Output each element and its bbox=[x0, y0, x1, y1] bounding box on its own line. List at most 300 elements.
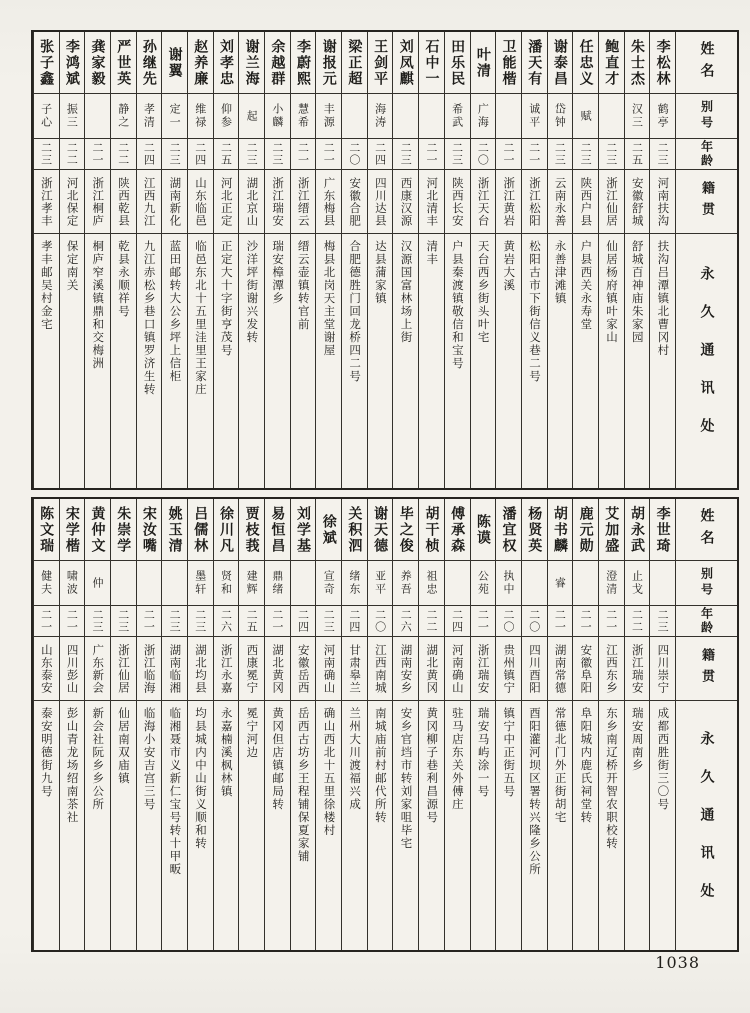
entry-age: 二一 bbox=[424, 142, 438, 166]
entry-name: 易恒昌 bbox=[269, 505, 286, 554]
entry-age-cell bbox=[368, 606, 393, 637]
entry-name-cell bbox=[496, 499, 521, 561]
entry-age-cell bbox=[368, 139, 393, 170]
entry-address-cell bbox=[368, 234, 393, 488]
entry-age: 二三 bbox=[193, 609, 207, 633]
entry-address: 合肥德胜门回龙桥四二号 bbox=[348, 240, 363, 383]
entry-native: 河北正定 bbox=[219, 176, 234, 227]
entry-native: 河北保定 bbox=[65, 176, 80, 227]
entry-native-cell bbox=[188, 637, 213, 701]
entry-column bbox=[341, 32, 367, 488]
entry-name: 李鸿斌 bbox=[63, 38, 80, 87]
entry-name-cell bbox=[522, 499, 547, 561]
entry-address: 确山西北十五里徐楼村 bbox=[322, 707, 337, 837]
entry-column bbox=[444, 32, 470, 488]
entry-native: 陕西长安 bbox=[450, 176, 465, 227]
entry-native-cell bbox=[393, 170, 418, 234]
header-address bbox=[676, 234, 737, 488]
entry-address: 临海小安吉宫三号 bbox=[142, 707, 157, 811]
entry-name: 谢泰昌 bbox=[551, 38, 568, 87]
entry-address-cell bbox=[137, 701, 162, 950]
entry-column bbox=[470, 499, 496, 950]
entry-native-cell bbox=[625, 170, 650, 234]
entry-native-cell bbox=[419, 170, 444, 234]
entry-native: 河南确山 bbox=[322, 643, 337, 694]
header-column bbox=[675, 499, 737, 950]
entry-age-cell bbox=[419, 606, 444, 637]
header-name-label: 姓名 bbox=[698, 40, 715, 85]
entry-name-cell bbox=[34, 499, 59, 561]
entry-address-cell bbox=[265, 701, 290, 950]
entry-native-cell bbox=[419, 637, 444, 701]
entry-name: 谢兰海 bbox=[243, 38, 260, 87]
entry-address: 天台西乡街头叶宅 bbox=[476, 240, 491, 344]
entry-native-cell bbox=[650, 170, 675, 234]
entry-address-cell bbox=[85, 234, 110, 488]
entry-native: 云南永善 bbox=[553, 176, 568, 227]
entry-name: 傅承森 bbox=[449, 505, 466, 554]
entry-native: 浙江缙云 bbox=[296, 176, 311, 227]
entry-hao-cell bbox=[60, 561, 85, 606]
entry-hao-cell bbox=[137, 94, 162, 139]
entry-native-cell bbox=[342, 170, 367, 234]
page-number: 1038 bbox=[655, 953, 700, 972]
entry-address: 瑞安樟潭乡 bbox=[271, 240, 286, 305]
entry-age-cell bbox=[137, 139, 162, 170]
entry-column bbox=[187, 32, 213, 488]
entry-name-cell bbox=[137, 32, 162, 94]
entry-address-cell bbox=[650, 701, 675, 950]
entry-column bbox=[161, 32, 187, 488]
entry-address-cell bbox=[573, 701, 598, 950]
entry-column bbox=[624, 499, 650, 950]
entry-native: 湖北京山 bbox=[245, 176, 260, 227]
entry-column bbox=[521, 499, 547, 950]
entry-column bbox=[238, 499, 264, 950]
entry-age: 二三 bbox=[91, 609, 105, 633]
header-name-label: 姓名 bbox=[698, 507, 715, 552]
entry-hao-cell bbox=[34, 94, 59, 139]
entry-name: 徐川凡 bbox=[217, 505, 234, 554]
entry-address: 泰安明德街九号 bbox=[39, 707, 54, 798]
entry-address: 扶沟吕潭镇北曹冈村 bbox=[656, 240, 671, 357]
entry-column bbox=[444, 499, 470, 950]
entry-name: 刘孝忠 bbox=[217, 38, 234, 87]
entry-hao-cell bbox=[188, 94, 213, 139]
entry-native-cell bbox=[162, 170, 187, 234]
entry-hao-cell bbox=[573, 94, 598, 139]
entry-name: 艾加盛 bbox=[603, 505, 620, 554]
entry-native: 广东梅县 bbox=[322, 176, 337, 227]
entry-native-cell bbox=[85, 170, 110, 234]
entry-native: 四川达县 bbox=[373, 176, 388, 227]
entry-address: 梅县北岗天主堂谢屋 bbox=[322, 240, 337, 357]
entry-address-cell bbox=[137, 234, 162, 488]
entry-column bbox=[315, 499, 341, 950]
entry-address: 九江赤松乡巷口镇罗济生转 bbox=[142, 240, 157, 396]
entry-column bbox=[649, 32, 675, 488]
entry-age: 二〇 bbox=[527, 609, 541, 633]
entry-hao-cell bbox=[419, 94, 444, 139]
entry-address: 新会社阮乡乡公所 bbox=[91, 707, 106, 811]
entry-column bbox=[84, 32, 110, 488]
entry-column bbox=[495, 32, 521, 488]
entry-hao-cell bbox=[85, 94, 110, 139]
entry-native: 湖南新化 bbox=[168, 176, 183, 227]
entry-address-cell bbox=[60, 234, 85, 488]
entry-age-cell bbox=[239, 606, 264, 637]
entry-column bbox=[521, 32, 547, 488]
entry-column bbox=[136, 32, 162, 488]
entry-name-cell bbox=[368, 32, 393, 94]
entry-hao: 养吾 bbox=[399, 570, 413, 596]
header-age bbox=[676, 606, 737, 637]
entry-age-cell bbox=[573, 606, 598, 637]
entry-address-cell bbox=[214, 701, 239, 950]
entry-age: 二一 bbox=[142, 609, 156, 633]
entry-column bbox=[161, 499, 187, 950]
entry-age: 二二 bbox=[65, 142, 79, 166]
entry-age-cell bbox=[471, 139, 496, 170]
entry-native: 浙江瑞安 bbox=[630, 643, 645, 694]
header-name bbox=[676, 32, 737, 94]
entry-hao: 墨轩 bbox=[193, 570, 207, 596]
entry-native: 湖南临湘 bbox=[168, 643, 183, 694]
entry-age-cell bbox=[573, 139, 598, 170]
entry-age: 二一 bbox=[270, 609, 284, 633]
entry-native: 贵州镇宁 bbox=[502, 643, 517, 694]
entry-name-cell bbox=[599, 32, 624, 94]
entry-name-cell bbox=[625, 499, 650, 561]
entry-name: 黄仲文 bbox=[89, 505, 106, 554]
entry-address: 汉源国富林场上街 bbox=[399, 240, 414, 344]
entry-name: 田乐民 bbox=[449, 38, 466, 87]
entry-age: 二五 bbox=[630, 142, 644, 166]
entry-hao-cell bbox=[548, 561, 573, 606]
entry-address-cell bbox=[239, 701, 264, 950]
header-address-label: 永久通讯处 bbox=[698, 266, 715, 456]
entry-address: 仙居南双庙镇 bbox=[116, 707, 131, 785]
entry-hao: 静之 bbox=[116, 103, 130, 129]
entry-name: 余越群 bbox=[269, 38, 286, 87]
entry-name: 刘学基 bbox=[295, 505, 312, 554]
entry-address: 黄冈但店镇邮局转 bbox=[271, 707, 286, 811]
entry-address: 东乡南辽桥开智农职校转 bbox=[605, 707, 620, 850]
entry-name: 谢报元 bbox=[320, 38, 337, 87]
entry-address-cell bbox=[599, 701, 624, 950]
entry-native: 山东临邑 bbox=[194, 176, 209, 227]
entry-name: 贾枝莪 bbox=[243, 505, 260, 554]
entry-address-cell bbox=[342, 701, 367, 950]
entry-age-cell bbox=[342, 139, 367, 170]
entry-column bbox=[341, 499, 367, 950]
entry-name: 陈文瑞 bbox=[38, 505, 55, 554]
entry-address: 岳西古坊乡王程铺保夏家铺 bbox=[296, 707, 311, 863]
entry-address-cell bbox=[419, 234, 444, 488]
entry-hao: 慧希 bbox=[296, 103, 310, 129]
entry-hao: 公苑 bbox=[476, 570, 490, 596]
entry-hao-cell bbox=[471, 561, 496, 606]
entry-age: 二四 bbox=[296, 609, 310, 633]
entry-hao-cell bbox=[342, 561, 367, 606]
entry-age-cell bbox=[599, 606, 624, 637]
entry-address: 酉阳灌河坝区署转兴隆乡公所 bbox=[527, 707, 542, 876]
entry-native-cell bbox=[34, 637, 59, 701]
entry-column bbox=[290, 499, 316, 950]
entry-hao-cell bbox=[522, 94, 547, 139]
entry-hao: 孝清 bbox=[142, 103, 156, 129]
entry-address-cell bbox=[496, 234, 521, 488]
entry-hao-cell bbox=[650, 561, 675, 606]
entry-age: 二三 bbox=[39, 142, 53, 166]
entry-address: 缙云壶镇转官前 bbox=[296, 240, 311, 331]
entry-hao-cell bbox=[34, 561, 59, 606]
entry-hao-cell bbox=[342, 94, 367, 139]
entry-name-cell bbox=[291, 499, 316, 561]
entry-native: 安徽舒城 bbox=[630, 176, 645, 227]
entry-native-cell bbox=[471, 637, 496, 701]
entry-native: 安徽合肥 bbox=[348, 176, 363, 227]
entry-address: 常德北门外正街胡宅 bbox=[553, 707, 568, 824]
entry-native-cell bbox=[573, 637, 598, 701]
entry-address-cell bbox=[34, 701, 59, 950]
entry-native-cell bbox=[548, 637, 573, 701]
header-native bbox=[676, 637, 737, 701]
entry-column bbox=[418, 32, 444, 488]
entry-address: 镇宁中正街五号 bbox=[502, 707, 517, 798]
entry-address-cell bbox=[496, 701, 521, 950]
entry-hao-cell bbox=[60, 94, 85, 139]
entry-column bbox=[649, 499, 675, 950]
entry-name-cell bbox=[162, 32, 187, 94]
entry-address: 户县秦渡镇敬信和宝号 bbox=[450, 240, 465, 370]
entry-age-cell bbox=[34, 606, 59, 637]
entry-address-cell bbox=[419, 701, 444, 950]
entry-hao-cell bbox=[111, 561, 136, 606]
entry-native-cell bbox=[239, 637, 264, 701]
header-hao bbox=[676, 94, 737, 139]
entry-column bbox=[136, 499, 162, 950]
header-address-label: 永久通讯处 bbox=[698, 730, 715, 921]
entry-age: 二三 bbox=[270, 142, 284, 166]
entry-name: 张子鑫 bbox=[38, 38, 55, 87]
entry-age: 二〇 bbox=[502, 609, 516, 633]
entry-hao-cell bbox=[291, 94, 316, 139]
entry-age: 二一 bbox=[296, 142, 310, 166]
entry-address-cell bbox=[650, 234, 675, 488]
entry-address-cell bbox=[548, 701, 573, 950]
entry-age: 二一 bbox=[476, 609, 490, 633]
entry-native: 江西东乡 bbox=[605, 643, 620, 694]
entry-address: 沙洋坪街谢兴发转 bbox=[245, 240, 260, 344]
entry-column bbox=[598, 32, 624, 488]
entry-hao-cell bbox=[316, 561, 341, 606]
entry-column bbox=[59, 32, 85, 488]
entry-name: 王剑平 bbox=[372, 38, 389, 87]
entry-age: 二二 bbox=[116, 142, 130, 166]
header-hao bbox=[676, 561, 737, 606]
entry-age: 二四 bbox=[450, 609, 464, 633]
entry-name-cell bbox=[599, 499, 624, 561]
entry-address: 瑞安周南乡 bbox=[630, 707, 645, 772]
entry-age-cell bbox=[239, 139, 264, 170]
entry-age-cell bbox=[316, 139, 341, 170]
entry-name: 谢天德 bbox=[372, 505, 389, 554]
entry-name: 龚家毅 bbox=[89, 38, 106, 87]
entry-age: 二三 bbox=[322, 609, 336, 633]
entry-native-cell bbox=[522, 170, 547, 234]
entry-name: 谢翼 bbox=[166, 46, 183, 79]
entry-name-cell bbox=[239, 499, 264, 561]
entry-address: 乾县永顺祥号 bbox=[116, 240, 131, 318]
header-name bbox=[676, 499, 737, 561]
entry-column bbox=[264, 32, 290, 488]
entry-address-cell bbox=[471, 234, 496, 488]
entry-column bbox=[572, 32, 598, 488]
entry-name: 姚玉清 bbox=[166, 505, 183, 554]
entry-hao: 祖忠 bbox=[424, 570, 438, 596]
entry-name-cell bbox=[162, 499, 187, 561]
entry-address: 正定大十字街亨茂号 bbox=[219, 240, 234, 357]
entry-native: 浙江仙居 bbox=[605, 176, 620, 227]
entry-native: 河南确山 bbox=[450, 643, 465, 694]
entry-column bbox=[392, 499, 418, 950]
directory-table-bottom bbox=[31, 497, 739, 952]
entry-name-cell bbox=[188, 32, 213, 94]
entry-hao: 希武 bbox=[450, 103, 464, 129]
entry-hao-cell bbox=[599, 561, 624, 606]
entry-native-cell bbox=[214, 637, 239, 701]
entry-address-cell bbox=[445, 701, 470, 950]
entry-address: 南城庙前村邮代所转 bbox=[373, 707, 388, 824]
entry-age: 二〇 bbox=[476, 142, 490, 166]
entry-address: 均县城内中山街义顺和转 bbox=[194, 707, 209, 850]
entry-hao: 健夫 bbox=[39, 570, 53, 596]
entry-name: 刘凤麒 bbox=[397, 38, 414, 87]
entry-name: 杨贤英 bbox=[526, 505, 543, 554]
entry-age: 二三 bbox=[450, 142, 464, 166]
entry-native: 广东新会 bbox=[91, 643, 106, 694]
entry-hao: 诚平 bbox=[527, 103, 541, 129]
entry-hao-cell bbox=[291, 561, 316, 606]
entry-column bbox=[187, 499, 213, 950]
entry-age: 二一 bbox=[322, 142, 336, 166]
entry-native-cell bbox=[34, 170, 59, 234]
entry-name: 陈谟 bbox=[474, 513, 491, 546]
entry-column bbox=[110, 499, 136, 950]
entry-column bbox=[495, 499, 521, 950]
entry-hao: 仲 bbox=[91, 576, 105, 590]
entry-hao: 执中 bbox=[502, 570, 516, 596]
entry-name-cell bbox=[393, 32, 418, 94]
entry-hao: 睿 bbox=[553, 576, 567, 590]
entry-hao-cell bbox=[111, 94, 136, 139]
entry-native-cell bbox=[60, 637, 85, 701]
entry-age-cell bbox=[650, 139, 675, 170]
entry-address-cell bbox=[522, 701, 547, 950]
entry-age-cell bbox=[342, 606, 367, 637]
entry-name-cell bbox=[342, 499, 367, 561]
entry-age-cell bbox=[471, 606, 496, 637]
entry-name: 毕之俊 bbox=[397, 505, 414, 554]
header-hao-label: 别号 bbox=[699, 100, 714, 132]
entry-address: 舒城百神庙朱家园 bbox=[630, 240, 645, 344]
entry-hao: 汉三 bbox=[630, 103, 644, 129]
entry-hao: 岱钟 bbox=[553, 103, 567, 129]
entry-age-cell bbox=[445, 606, 470, 637]
entry-native: 陕西户县 bbox=[579, 176, 594, 227]
entry-age-cell bbox=[188, 606, 213, 637]
entry-address: 孝丰邮吴村金宅 bbox=[39, 240, 54, 331]
entry-age: 二一 bbox=[91, 142, 105, 166]
entry-native: 江西九江 bbox=[142, 176, 157, 227]
entry-name-cell bbox=[60, 499, 85, 561]
entry-age: 二三 bbox=[168, 142, 182, 166]
entry-name-cell bbox=[111, 32, 136, 94]
entry-hao-cell bbox=[85, 561, 110, 606]
entry-name: 梁正超 bbox=[346, 38, 363, 87]
entry-name-cell bbox=[342, 32, 367, 94]
entry-native: 浙江临海 bbox=[142, 643, 157, 694]
entry-hao: 啸波 bbox=[65, 570, 79, 596]
entry-age-cell bbox=[316, 606, 341, 637]
entry-name-cell bbox=[265, 499, 290, 561]
entry-age: 二四 bbox=[142, 142, 156, 166]
entry-name: 潘宜权 bbox=[500, 505, 517, 554]
entry-address: 永嘉楠溪枫林镇 bbox=[219, 707, 234, 798]
entry-column bbox=[110, 32, 136, 488]
entry-address-cell bbox=[471, 701, 496, 950]
entry-native: 四川彭山 bbox=[65, 643, 80, 694]
entry-age-cell bbox=[111, 606, 136, 637]
entry-column bbox=[59, 499, 85, 950]
entry-age: 二四 bbox=[193, 142, 207, 166]
entry-age-cell bbox=[85, 139, 110, 170]
entry-hao: 海涛 bbox=[373, 103, 387, 129]
entry-address: 临湘聂市义新仁宝号转十甲畈 bbox=[168, 707, 183, 876]
entry-name-cell bbox=[573, 499, 598, 561]
entry-name-cell bbox=[214, 32, 239, 94]
entry-native-cell bbox=[137, 170, 162, 234]
entry-hao-cell bbox=[239, 94, 264, 139]
entry-native: 山东泰安 bbox=[39, 643, 54, 694]
entry-hao-cell bbox=[573, 561, 598, 606]
entry-column bbox=[290, 32, 316, 488]
entry-age-cell bbox=[60, 606, 85, 637]
entry-age: 二〇 bbox=[347, 142, 361, 166]
entry-hao: 定一 bbox=[168, 103, 182, 129]
entry-name-cell bbox=[471, 32, 496, 94]
entry-hao-cell bbox=[316, 94, 341, 139]
entry-column bbox=[572, 499, 598, 950]
entry-column bbox=[367, 499, 393, 950]
header-age-label: 年龄 bbox=[699, 140, 714, 168]
entry-native-cell bbox=[60, 170, 85, 234]
entry-address-cell bbox=[188, 234, 213, 488]
entry-native: 浙江永嘉 bbox=[219, 643, 234, 694]
entry-age: 二五 bbox=[245, 609, 259, 633]
entry-hao: 贤和 bbox=[219, 570, 233, 596]
entry-name: 潘天有 bbox=[526, 38, 543, 87]
entry-name-cell bbox=[85, 499, 110, 561]
entry-age-cell bbox=[60, 139, 85, 170]
entry-address-cell bbox=[445, 234, 470, 488]
entry-column bbox=[264, 499, 290, 950]
entry-age: 二一 bbox=[502, 142, 516, 166]
header-native bbox=[676, 170, 737, 234]
entry-name-cell bbox=[137, 499, 162, 561]
entry-native: 陕西乾县 bbox=[116, 176, 131, 227]
